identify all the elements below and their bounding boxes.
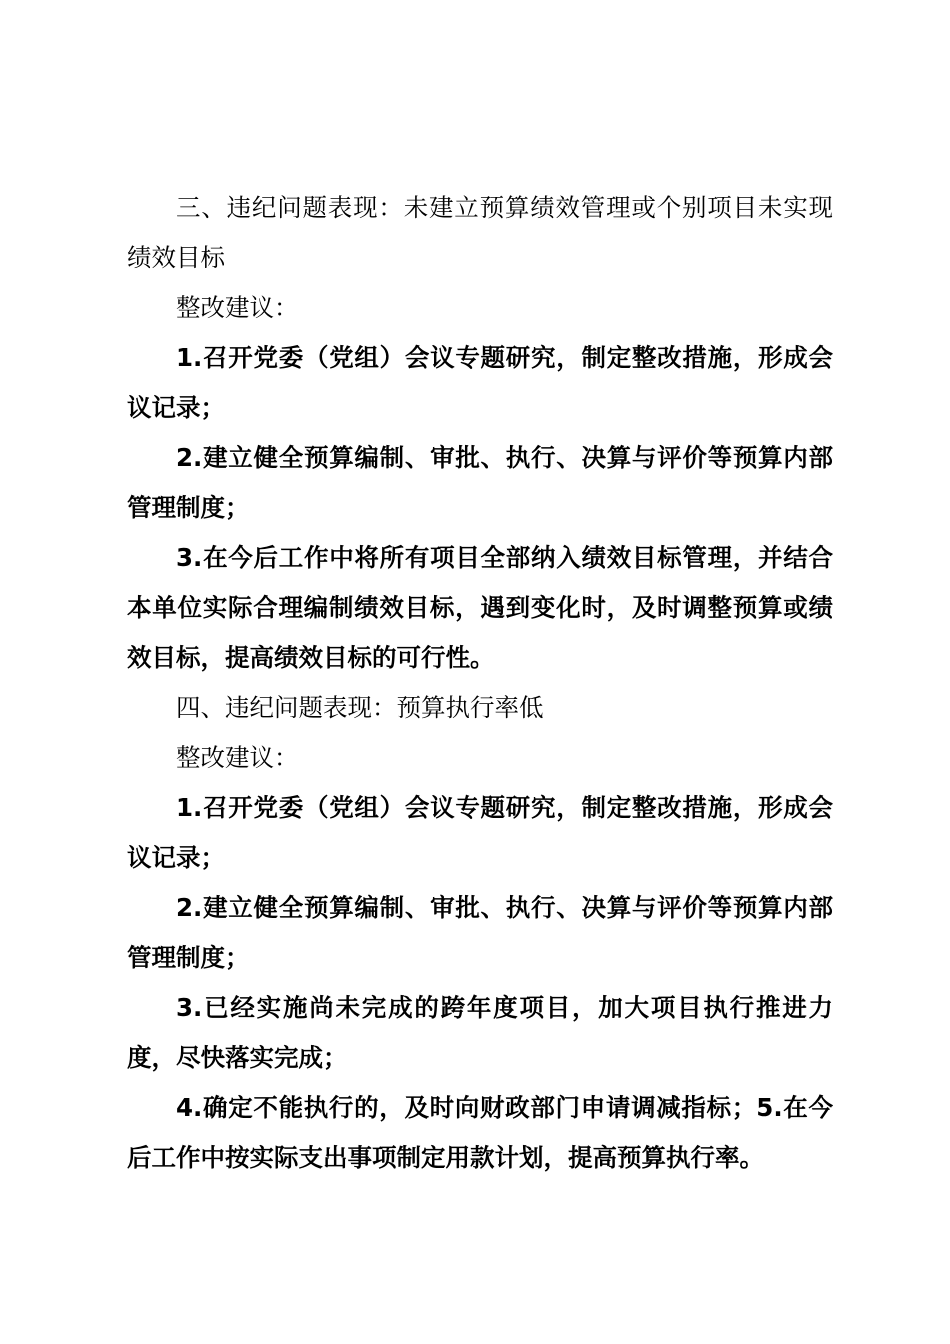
section-3-advice-label: 整改建议： bbox=[176, 293, 299, 322]
section-3-item-3: 3.在今后工作中将所有项目全部纳入绩效目标管理，并结合本单位实际合理编制绩效目标，遇到变化时，及时调整预算或绩效目标，提高绩效目标的可行性。 bbox=[127, 543, 833, 672]
section-4-item-3: 3.已经实施尚未完成的跨年度项目，加大项目执行推进力度，尽快落实完成； bbox=[127, 993, 833, 1072]
section-4-heading: 四、违纪问题表现：预算执行率低 bbox=[176, 693, 544, 722]
section-4-advice-label: 整改建议： bbox=[176, 743, 299, 772]
section-3-heading: 三、违纪问题表现：未建立预算绩效管理或个别项目未实现绩效目标 bbox=[127, 193, 833, 272]
section-4-item-2: 2.建立健全预算编制、审批、执行、决算与评价等预算内部管理制度； bbox=[127, 893, 833, 972]
section-3-item-2: 2.建立健全预算编制、审批、执行、决算与评价等预算内部管理制度； bbox=[127, 443, 833, 522]
document-page bbox=[127, 183, 833, 1183]
section-4-item-1: 1.召开党委（党组）会议专题研究，制定整改措施，形成会议记录； bbox=[127, 793, 833, 872]
section-4-item-4: 4.确定不能执行的，及时向财政部门申请调减指标；5.在今后工作中按实际支出事项制定用款计划，提高预算执行率。 bbox=[127, 1093, 833, 1172]
section-3-item-1: 1.召开党委（党组）会议专题研究，制定整改措施，形成会议记录； bbox=[127, 343, 833, 422]
